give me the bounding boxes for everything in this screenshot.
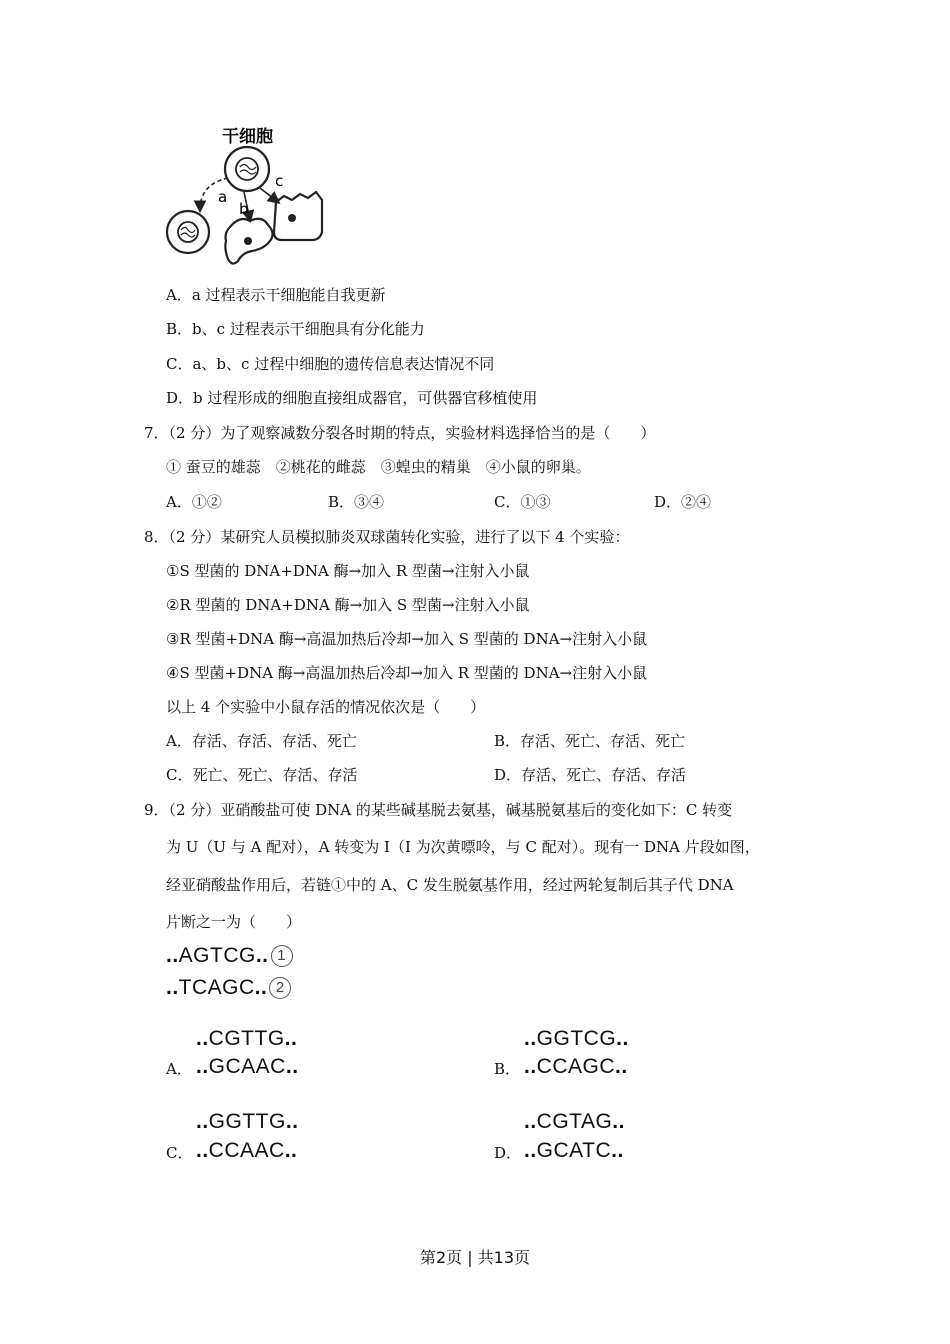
q7-option-d: D．②④	[654, 493, 712, 511]
dna-dots: ..	[285, 1110, 299, 1133]
q9-option-c-label: C．	[166, 1144, 193, 1162]
q8-option-d: D．存活、死亡、存活、存活	[494, 766, 687, 784]
dna-dots: ..	[524, 1139, 537, 1162]
q9-option-a-bottom	[196, 1055, 299, 1079]
label-c: c	[275, 172, 284, 190]
q9-line4: 片断之一为（ ）	[166, 913, 302, 931]
q8-option-c: C．死亡、死亡、存活、存活	[166, 766, 358, 784]
q6-option-c: C．a、b、c 过程中细胞的遗传信息表达情况不同	[166, 355, 495, 373]
q9-option-d-top	[524, 1110, 625, 1134]
option-c-bottom-seq: CCAAC	[208, 1139, 285, 1162]
q9-option-b-label: B．	[494, 1060, 521, 1078]
dna-dots: ..	[284, 1027, 298, 1050]
dna-dots: ..	[284, 1139, 298, 1162]
q8-exp4: ④S 型菌+DNA 酶→高温加热后冷却→加入 R 型菌的 DNA→注射入小鼠	[166, 664, 648, 682]
dna-dots: ..	[524, 1110, 537, 1133]
dna-dots: ..	[166, 976, 179, 999]
q7-materials: ① 蚕豆的雄蕊 ②桃花的雌蕊 ③蝗虫的精巢 ④小鼠的卵巢。	[166, 458, 591, 476]
q9-line2: 为 U（U 与 A 配对），A 转变为 I（I 为次黄嘌呤，与 C 配对）。现有一 DNA 片段如图，	[166, 838, 760, 856]
q9-option-a-label: A．	[166, 1060, 192, 1078]
dna-dots: ..	[196, 1055, 209, 1078]
dna-strand-2	[166, 976, 291, 1000]
strand-1-marker: 1	[271, 945, 293, 967]
dna-dots: ..	[255, 944, 269, 967]
dna-strand-1	[166, 944, 293, 968]
q7-option-c: C．①③	[494, 493, 551, 511]
stem-cell-diagram	[160, 122, 340, 272]
q8-exp3: ③R 型菌+DNA 酶→高温加热后冷却→加入 S 型菌的 DNA→注射入小鼠	[166, 630, 648, 648]
dna-dots: ..	[166, 944, 179, 967]
q8-option-b: B．存活、死亡、存活、死亡	[494, 732, 686, 750]
q8-exp1: ①S 型菌的 DNA+DNA 酶→加入 R 型菌→注射入小鼠	[166, 562, 530, 580]
dna-dots: ..	[254, 976, 268, 999]
q6-option-a: A．a 过程表示干细胞能自我更新	[166, 286, 386, 304]
strand-1-seq: AGTCG	[178, 944, 256, 967]
q9-option-b-bottom	[524, 1055, 628, 1079]
q9-option-c-top	[196, 1110, 299, 1134]
q9-option-a-top	[196, 1027, 297, 1051]
q9-option-d-bottom	[524, 1139, 624, 1163]
q7-stem: 7．（2 分）为了观察减数分裂各时期的特点，实验材料选择恰当的是（ ）	[144, 424, 656, 442]
q8-question: 以上 4 个实验中小鼠存活的情况依次是（ ）	[166, 698, 486, 716]
q8-exp2: ②R 型菌的 DNA+DNA 酶→加入 S 型菌→注射入小鼠	[166, 596, 530, 614]
q8-option-a: A．存活、存活、存活、死亡	[166, 732, 357, 750]
dna-dots: ..	[524, 1055, 537, 1078]
stem-cell-figure	[160, 122, 340, 272]
q9-option-b-top	[524, 1027, 629, 1051]
option-a-top-seq: CGTTG	[208, 1027, 285, 1050]
page-footer: 第2页 | 共13页	[419, 1248, 531, 1267]
q6-option-d: D．b 过程形成的细胞直接组成器官，可供器官移植使用	[166, 389, 538, 407]
q9-line3: 经亚硝酸盐作用后，若链①中的 A、C 发生脱氨基作用，经过两轮复制后其子代 DNA	[166, 876, 734, 894]
q9-option-c-bottom	[196, 1139, 297, 1163]
option-b-bottom-seq: CCAGC	[536, 1055, 616, 1078]
dna-dots: ..	[611, 1139, 624, 1162]
dna-dots: ..	[616, 1027, 629, 1050]
dna-dots: ..	[524, 1027, 537, 1050]
label-a: a	[218, 188, 228, 206]
q9-line1: 9．（2 分）亚硝酸盐可使 DNA 的某些碱基脱去氨基，碱基脱氨基后的变化如下：C 转变	[144, 801, 733, 819]
option-b-top-seq: GGTCG	[536, 1027, 617, 1050]
q9-option-d-label: D．	[494, 1144, 522, 1162]
option-d-bottom-seq: GCATC	[536, 1139, 612, 1162]
dna-dots: ..	[196, 1139, 209, 1162]
q6-option-b: B．b、c 过程表示干细胞具有分化能力	[166, 320, 425, 338]
dna-dots: ..	[196, 1027, 209, 1050]
strand-2-seq: TCAGC	[178, 976, 255, 999]
option-c-top-seq: GGTTG	[208, 1110, 286, 1133]
q7-option-a: A．①②	[166, 493, 222, 511]
dna-dots: ..	[196, 1110, 209, 1133]
label-b: b	[239, 200, 249, 218]
dna-dots: ..	[615, 1055, 628, 1078]
strand-2-marker: 2	[269, 977, 291, 999]
option-a-bottom-seq: GCAAC	[208, 1055, 286, 1078]
dna-dots: ..	[285, 1055, 299, 1078]
dna-dots: ..	[612, 1110, 625, 1133]
q8-stem: 8．（2 分）某研究人员模拟肺炎双球菌转化实验，进行了以下 4 个实验：	[144, 528, 630, 546]
q7-option-b: B．③④	[328, 493, 385, 511]
figure-title: 干细胞	[222, 127, 273, 147]
option-d-top-seq: CGTAG	[536, 1110, 613, 1133]
